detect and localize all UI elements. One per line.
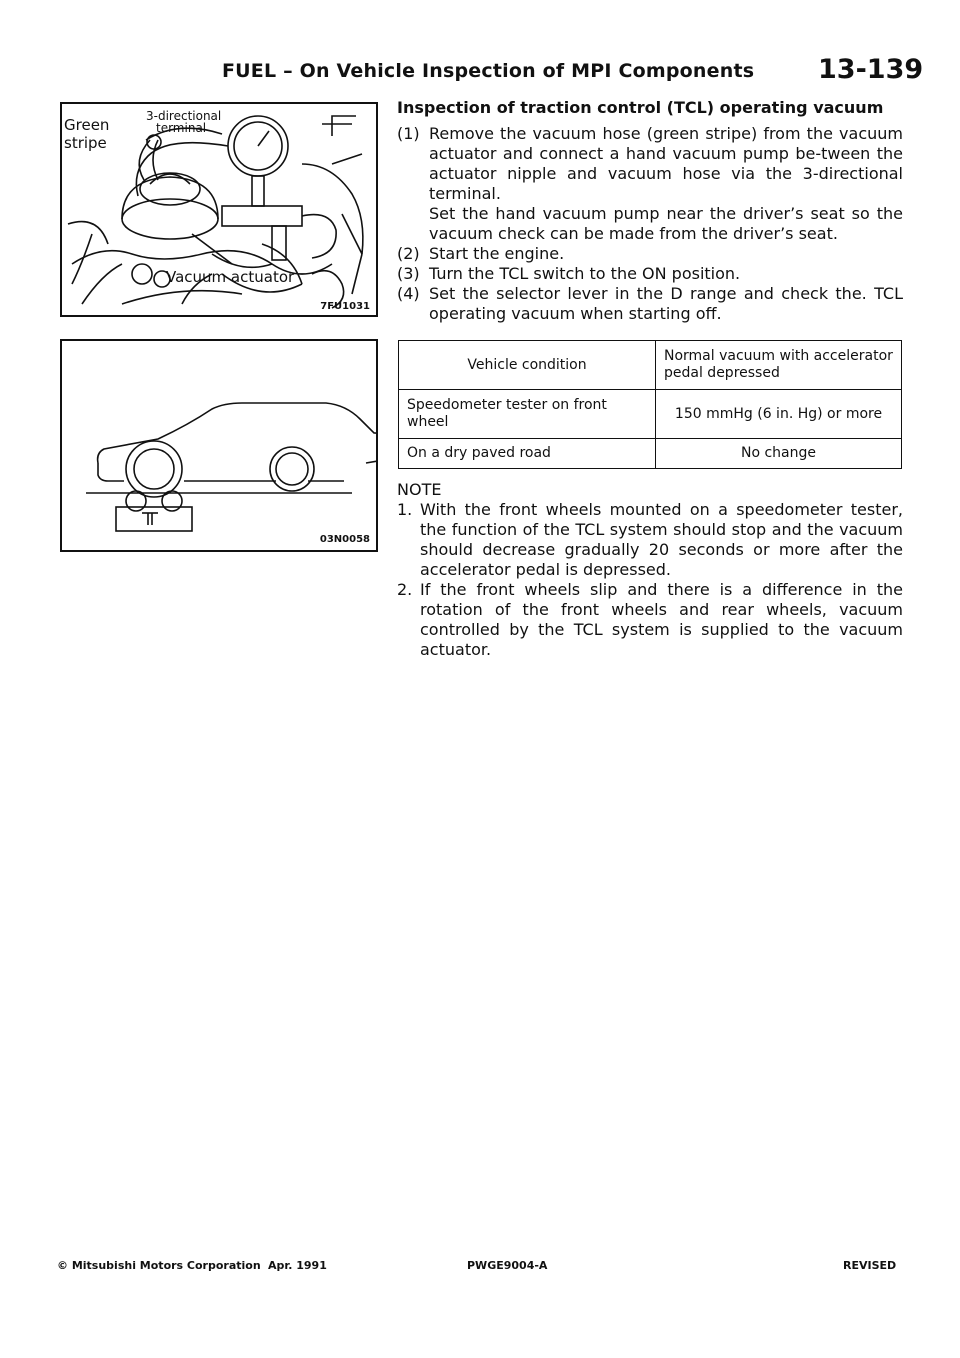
table-header: Normal vacuum with accelerator pedal depressed <box>656 341 902 390</box>
section-header: FUEL – On Vehicle Inspection of MPI Components <box>222 60 755 82</box>
note-item-2: 2. If the front wheels slip and there is a difference in the rotation of the front wheels and rear wheels, vacuum controlled by the TCL system is supplied to the vacuum actuator. <box>397 580 903 659</box>
table-row <box>399 439 902 469</box>
step-2: (2) Start the engine. <box>397 244 565 263</box>
figure-code: 7FU1031 <box>320 301 370 312</box>
table-cell: 150 mmHg (6 in. Hg) or more <box>656 390 902 439</box>
label-stripe: stripe <box>64 134 107 152</box>
figure-speedometer-tester <box>60 339 378 552</box>
figure-vacuum-actuator <box>60 102 378 317</box>
footer-date: Apr. 1991 <box>268 1259 327 1272</box>
table-cell: Speedometer tester on front wheel <box>399 390 656 439</box>
section-title: Inspection of traction control (TCL) operating vacuum <box>397 98 884 117</box>
label-three-directional: 3-directional <box>146 109 222 123</box>
page-number: 13-139 <box>818 54 924 85</box>
label-vacuum-actuator: Vacuum actuator <box>166 268 295 286</box>
note-section <box>397 480 903 660</box>
vacuum-spec-table <box>398 340 902 469</box>
note-item-1: 1. With the front wheels mounted on a speedometer tester, the function of the TCL system should stop and the vacuum should decrease gradually 20 seconds or more after the accelerator pedal is depressed. <box>397 500 903 579</box>
inspection-section <box>397 98 903 324</box>
table-header-row <box>399 341 902 390</box>
footer-doc-code: PWGE9004-A <box>467 1259 548 1272</box>
step-1: (1) Remove the vacuum hose (green stripe) from the vacuum actuator and connect a hand vacuum pump be-tween the actuator nipple and vacuum hose via the 3-directional terminal. Set the hand vacuum pump near the driver’s seat so the vacuum check can be made from the driver’s seat. <box>397 124 903 243</box>
footer-status: REVISED <box>843 1259 897 1272</box>
table-header: Vehicle condition <box>399 341 656 390</box>
step-4: (4) Set the selector lever in the D range and check the. TCL operating vacuum when starting off. <box>397 284 903 323</box>
label-terminal: terminal <box>156 121 207 135</box>
figure-code: 03N0058 <box>319 534 370 545</box>
table-cell: On a dry paved road <box>399 439 656 469</box>
table-cell: No change <box>656 439 902 469</box>
note-title: NOTE <box>397 480 442 499</box>
label-green: Green <box>64 116 110 134</box>
step-3: (3) Turn the TCL switch to the ON position. <box>397 264 741 283</box>
car-illustration <box>62 341 376 550</box>
footer-copyright: © Mitsubishi Motors Corporation <box>57 1259 261 1272</box>
table-row <box>399 390 902 439</box>
